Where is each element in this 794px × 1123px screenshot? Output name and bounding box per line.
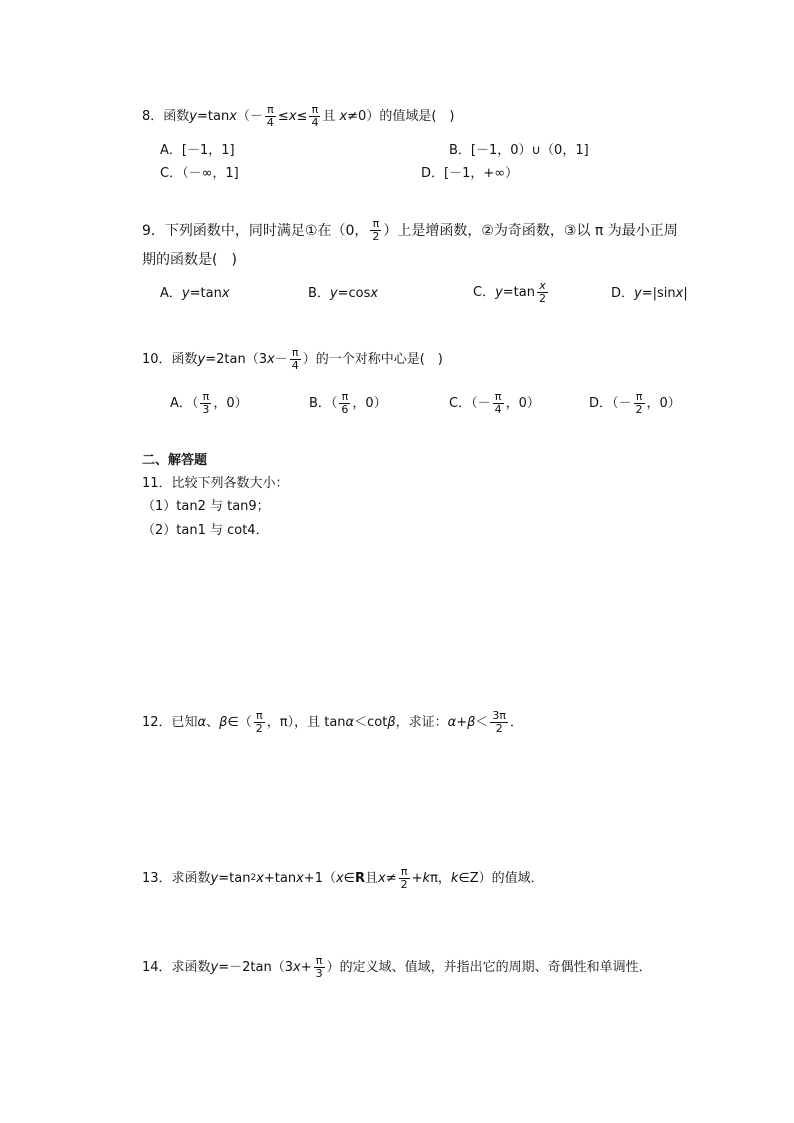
q8-fraction-upper: $\frac{\pi}{4}$	[311, 103, 319, 130]
q9-option-b[interactable]: B． y =cos x	[308, 286, 379, 301]
q8-option-b[interactable]: B．[－1，0）∪（0，1]	[449, 143, 589, 158]
q10-option-d[interactable]: D．（－ $\frac{\pi}{2}$ ，0）	[589, 390, 681, 417]
q10-option-c[interactable]: C．（－ $\frac{\pi}{4}$ ，0）	[449, 390, 540, 417]
q9-option-d[interactable]: D． y =|sin x |	[611, 286, 688, 301]
q14-stem: 14．求函数 y =－2tan（3 x + $\frac{\pi}{3}$ ）的定义域、值域，并指出它的周期、奇偶性和单调性．	[142, 954, 652, 981]
q12-fraction-2: $\frac{3\pi}{2}$	[492, 709, 507, 736]
q9-option-c[interactable]: C． y =tan $\frac{x}{2}$	[473, 279, 546, 306]
q8-number: 8．函数	[142, 109, 190, 125]
q9-option-c-fraction: $\frac{x}{2}$	[538, 279, 546, 306]
q8-fraction-lower: $\frac{\pi}{4}$	[266, 103, 274, 130]
q9-option-a[interactable]: A． y =tan x	[160, 286, 230, 301]
q13-fraction: $\frac{\pi}{2}$	[400, 865, 408, 892]
q14-fraction: $\frac{\pi}{3}$	[315, 954, 323, 981]
q13-stem: 13．求函数 y =tan 2 x +tan x +1（ x ∈ R 且 x ≠ $\frac{\pi}{2}$ + k π， k ∈Z）的值域．	[142, 865, 544, 892]
q11-item-1: （1）tan2 与 tan9；	[142, 499, 270, 514]
q11-item-2: （2）tan1 与 cot4．	[142, 523, 269, 538]
q9-stem-line2: 期的函数是( )	[142, 252, 237, 268]
q10-option-b[interactable]: B．（ $\frac{\pi}{6}$ ，0）	[309, 390, 387, 417]
q12-fraction: $\frac{\pi}{2}$	[255, 709, 263, 736]
q10-fraction: $\frac{\pi}{4}$	[291, 346, 299, 373]
section-heading: 二、解答题	[142, 453, 208, 468]
q8-option-a[interactable]: A．[－1，1]	[160, 143, 235, 158]
q11-title: 11．比较下列各数大小：	[142, 476, 289, 491]
q8-option-d[interactable]: D．[－1，+∞）	[421, 166, 519, 181]
q10-option-a[interactable]: A．（ $\frac{\pi}{3}$ ，0）	[170, 390, 248, 417]
q9-stem-line1: 9．下列函数中，同时满足①在（0， $\frac{\pi}{2}$ ）上是增函数，②为奇函数，③以 π 为最小正周	[142, 217, 678, 244]
q12-stem: 12．已知 α 、 β ∈（ $\frac{\pi}{2}$ ，π），且 tan α ＜cot β ，求证： α + β ＜ $\frac{3\pi}{2}$ ．	[142, 709, 524, 736]
q8-option-c[interactable]: C．（－∞，1]	[160, 166, 239, 181]
q9-fraction: $\frac{\pi}{2}$	[372, 217, 380, 244]
q8-stem: 8．函数 y =tan x （ － $\frac{\pi}{4}$ ≤ x ≤ $\frac{\pi}{4}$ 且 x ≠0）的值域是( )	[142, 103, 455, 130]
q10-stem: 10．函数 y =2tan（3 x － $\frac{\pi}{4}$ ）的一个对称中心是( )	[142, 346, 443, 373]
